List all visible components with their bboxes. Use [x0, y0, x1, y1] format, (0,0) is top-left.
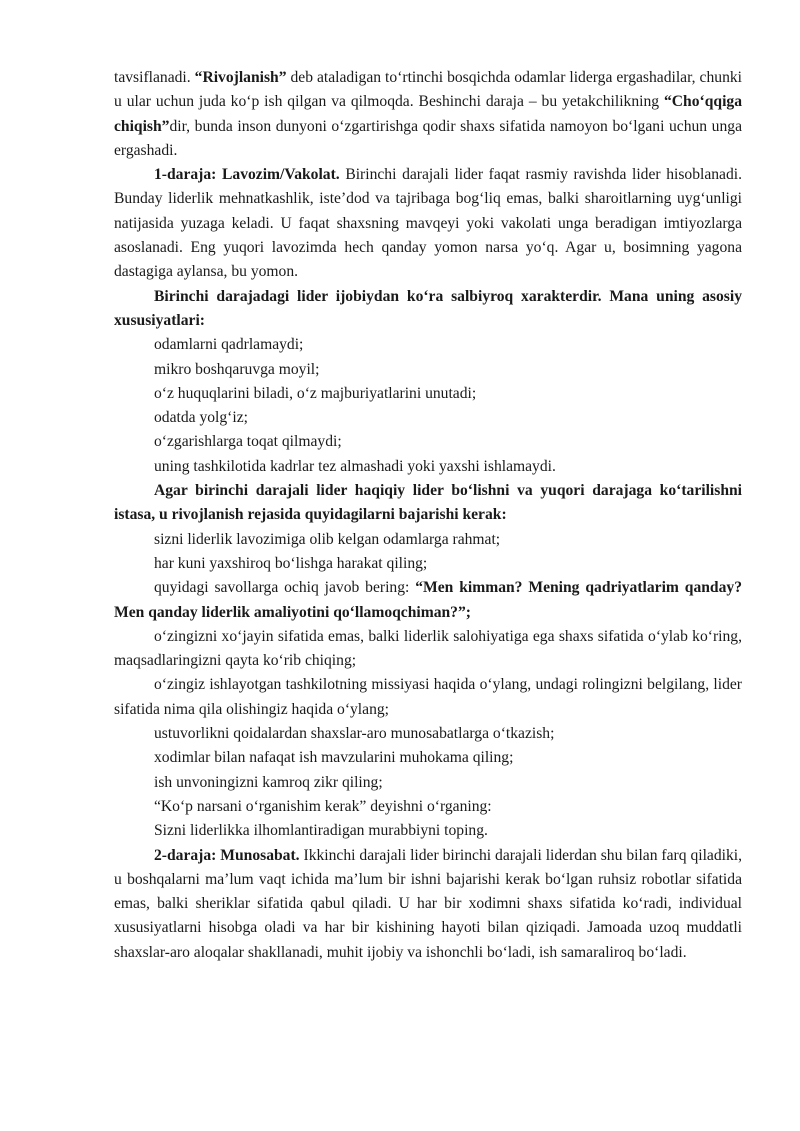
intro-term-peak: “Cho‘qqiga chiqish”: [114, 93, 742, 135]
list-item-questions: “Men kimman? Mening qadriyatlarim qanday? Men qanday liderlik amaliyotini qo‘llamoqchiman?”;: [114, 579, 742, 621]
list-item: har kuni yaxshiroq bo‘lishga harakat qiling;: [154, 554, 428, 572]
list-item: ustuvorlikni qoidalardan shaxslar-aro munosabatlarga o‘tkazish;: [154, 725, 555, 743]
list-item: xodimlar bilan nafaqat ish mavzularini muhokama qiling;: [154, 749, 514, 767]
intro-text: deb ataladigan to‘rtinchi bosqichda odamlar liderga ergashadilar, chunki u ular uchun juda ko‘p ish qilgan va qilmoqda. Beshinchi daraja – bu yetakchilikning: [114, 69, 742, 111]
traits-heading: [114, 285, 742, 334]
list-item: Sizni liderlikka ilhomlantiradigan murabbiyni toping.: [154, 822, 488, 840]
plan-heading: [114, 479, 742, 528]
list-item: ish unvoningizni kamroq zikr qiling;: [154, 773, 383, 791]
document-page: [114, 66, 742, 965]
list-item: mikro boshqaruvga moyil;: [154, 360, 320, 378]
level2-text: Ikkinchi darajali lider birinchi darajali liderdan shu bilan farq qiladiki, u boshqalarni ma’lum vaqt ichida ma’lum bir ishni bajarishi kerak bo‘lgan ruhsiz robotlar sifatida emas, balki sheriklar sifatida qabul qiladi. U har bir xodimni shaxs sifatida ko‘radi, individual xususiyatlarni hisobga oladi va har bir kishining hayoti bilan qiziqadi. Jamoada uzoq muddatli shaxslar-aro aloqalar shakllanadi, muhit ijobiy va ishonchli bo‘ladi, ish samaraliroq bo‘ladi.: [114, 846, 742, 961]
plan-heading-text: Agar birinchi darajali lider haqiqiy lider bo‘lishni va yuqori darajaga ko‘tarilishni istasa, u rivojlanish rejasida quyidagilarni bajarishi kerak:: [114, 482, 742, 524]
list-item: o‘zgarishlarga toqat qilmaydi;: [154, 433, 342, 451]
level2-heading: 2-daraja: Munosabat.: [154, 846, 300, 864]
level1-paragraph: [114, 163, 742, 284]
list-item: uning tashkilotida kadrlar tez almashadi yoki yaxshi ishlamaydi.: [154, 457, 556, 475]
level1-text: Birinchi darajali lider faqat rasmiy ravishda lider hisoblanadi. Bunday liderlik mehnatkashlik, iste’dod va tajribaga bog‘liq emas, balki sharoitlarning uyg‘unligi natijasida yuzaga keladi. U faqat shaxsning mavqeyi yoki vakolati unga beradigan imtiyozlarga asoslanadi. Eng yuqori lavozimda hech qanday yomon narsa yo‘q. Agar u, bosimning yagona dastagiga aylansa, bu yomon.: [114, 166, 742, 281]
intro-term-development: “Rivojlanish”: [194, 69, 287, 86]
intro-text: tavsiflanadi.: [114, 69, 195, 86]
list-item: sizni liderlik lavozimiga olib kelgan odamlarga rahmat;: [154, 530, 501, 548]
intro-text: dir, bunda inson dunyoni o‘zgartirishga qodir shaxs sifatida namoyon bo‘lgani uchun unga ergashadi.: [114, 117, 742, 159]
intro-paragraph: [114, 66, 742, 163]
level2-paragraph: [114, 844, 742, 965]
level1-heading: 1-daraja: Lavozim/Vakolat.: [154, 166, 340, 184]
list-item: [114, 576, 742, 625]
list-item: o‘zingizni xo‘jayin sifatida emas, balki liderlik salohiyatiga ega shaxs sifatida o‘ylab ko‘ring, maqsadlaringizni qayta ko‘rib chiqing;: [114, 627, 742, 670]
list-item: “Ko‘p narsani o‘rganishim kerak” deyishni o‘rganing:: [154, 797, 492, 815]
traits-heading-text: Birinchi darajadagi lider ijobiydan ko‘ra salbiyroq xarakterdir. Mana uning asosiy xususiyatlari:: [114, 287, 742, 329]
list-item: o‘z huquqlarini biladi, o‘z majburiyatlarini unutadi;: [154, 384, 477, 402]
list-item-text: quyidagi savollarga ochiq javob bering:: [154, 579, 416, 597]
list-item: odatda yolg‘iz;: [154, 409, 248, 427]
list-item: odamlarni qadrlamaydi;: [154, 336, 304, 354]
list-item: o‘zingiz ishlayotgan tashkilotning missiyasi haqida o‘ylang, undagi rolingizni belgilang, lider sifatida nima qila olishingiz haqida o‘ylang;: [114, 676, 742, 718]
